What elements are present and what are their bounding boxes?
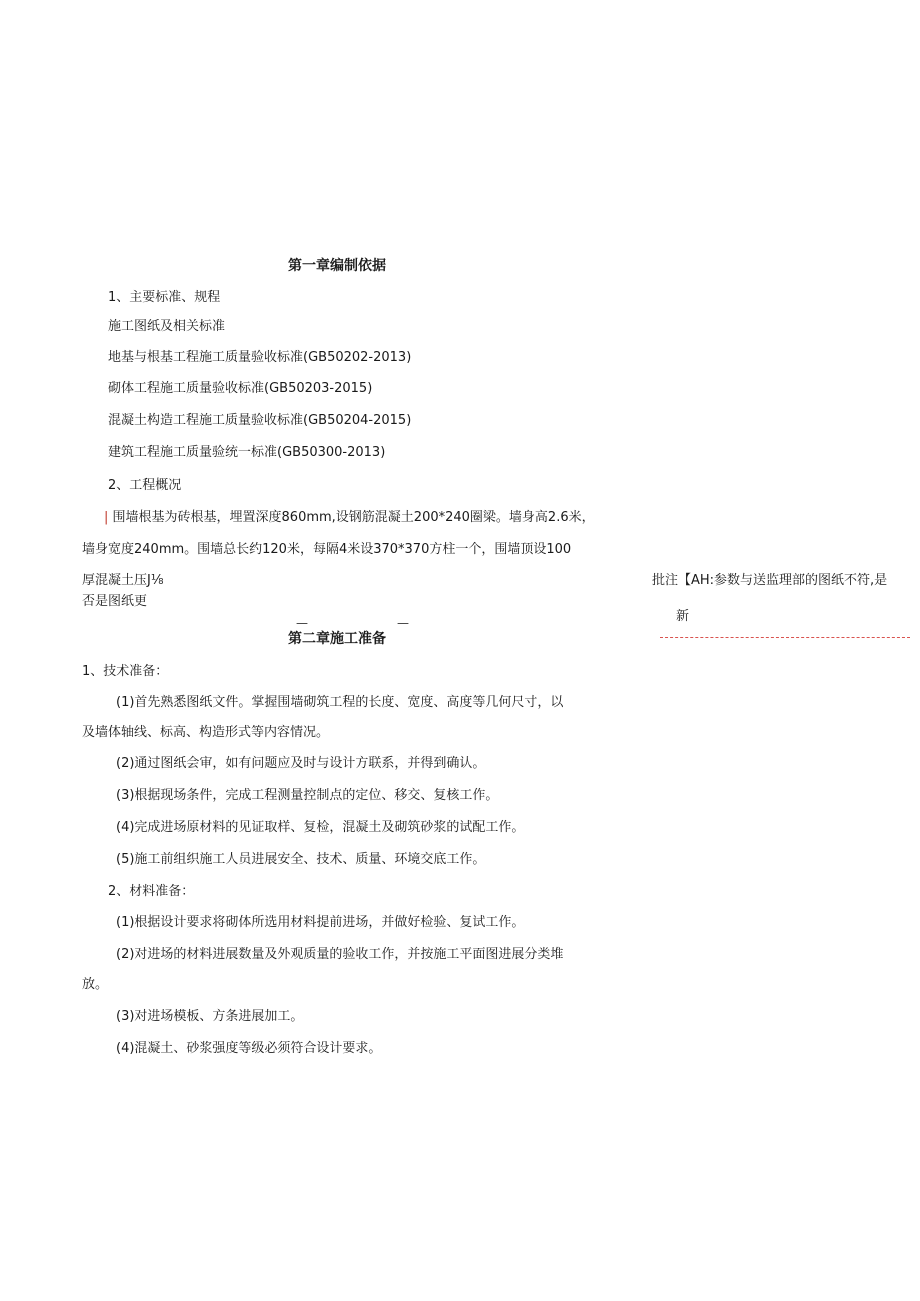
section1-title: 1、主要标准、规程 [108,290,221,305]
tech-prep-item: (3)根据现场条件，完成工程测量控制点的定位、移交、复核工作。 [116,788,499,803]
chapter2-title: 第二章施工准备 [288,631,386,647]
comment-connector-line [660,637,910,638]
material-prep-item: (4)混凝土、砂浆强度等级必须符合设计要求。 [116,1041,382,1056]
tech-prep-item: (1)首先熟悉图纸文件。掌握围墙砌筑工程的长度、宽度、高度等几何尺寸，以 [116,695,564,710]
material-prep-item: (1)根据设计要求将砌体所选用材料提前进场，并做好检验、复试工作。 [116,915,525,930]
overview-text: 围墙根基为砖根基，埋置深度860mm,设钢筋混凝土200*240圈梁。墙身高2.6米， [112,510,595,525]
tech-prep-item: 及墙体轴线、标高、构造形式等内容情况。 [82,725,330,740]
overview-line1 [104,509,595,527]
standard-item: 施工图纸及相关标准 [108,319,226,334]
dash-mark: — [397,616,409,630]
tech-prep-item: (4)完成进场原材料的见证取样、复检，混凝土及砌筑砂浆的试配工作。 [116,820,525,835]
standard-item: 混凝土构造工程施工质量验收标准(GB50204-2015) [108,413,412,428]
standard-item: 建筑工程施工质量验统一标准(GB50300-2013) [108,445,386,460]
review-comment-continuation: 新 [676,609,690,624]
tech-prep-item: (5)施工前组织施工人员进展安全、技术、质量、环境交底工作。 [116,852,486,867]
overview-line4: 否是图纸更 [82,594,148,609]
standard-item: 砌体工程施工质量验收标准(GB50203-2015) [108,381,373,396]
material-prep-title: 2、材料准备： [108,884,195,899]
standard-item: 地基与根基工程施工质量验收标准(GB50202-2013) [108,350,412,365]
material-prep-item: (3)对进场模板、方条进展加工。 [116,1009,304,1024]
overview-line2: 墙身宽度240mm。围墙总长约120米，每隔4米设370*370方柱一个，围墙顶设100 [82,542,572,557]
chapter1-title: 第一章编制依据 [288,258,386,274]
tech-prep-title: 1、技术准备： [82,664,169,679]
material-prep-item: (2)对进场的材料进展数量及外观质量的验收工作，并按施工平面图进展分类堆 [116,947,564,962]
review-comment[interactable]: 批注【AH:参数与送监理部的图纸不符,是 [652,573,888,588]
material-prep-item: 放。 [82,977,109,992]
overview-line3: 厚混凝土压J⅛ [82,573,164,588]
section2-title: 2、工程概况 [108,478,182,493]
dash-mark: — [296,616,308,630]
text-cursor: | [104,510,109,525]
tech-prep-item: (2)通过图纸会审，如有问题应及时与设计方联系，并得到确认。 [116,756,486,771]
